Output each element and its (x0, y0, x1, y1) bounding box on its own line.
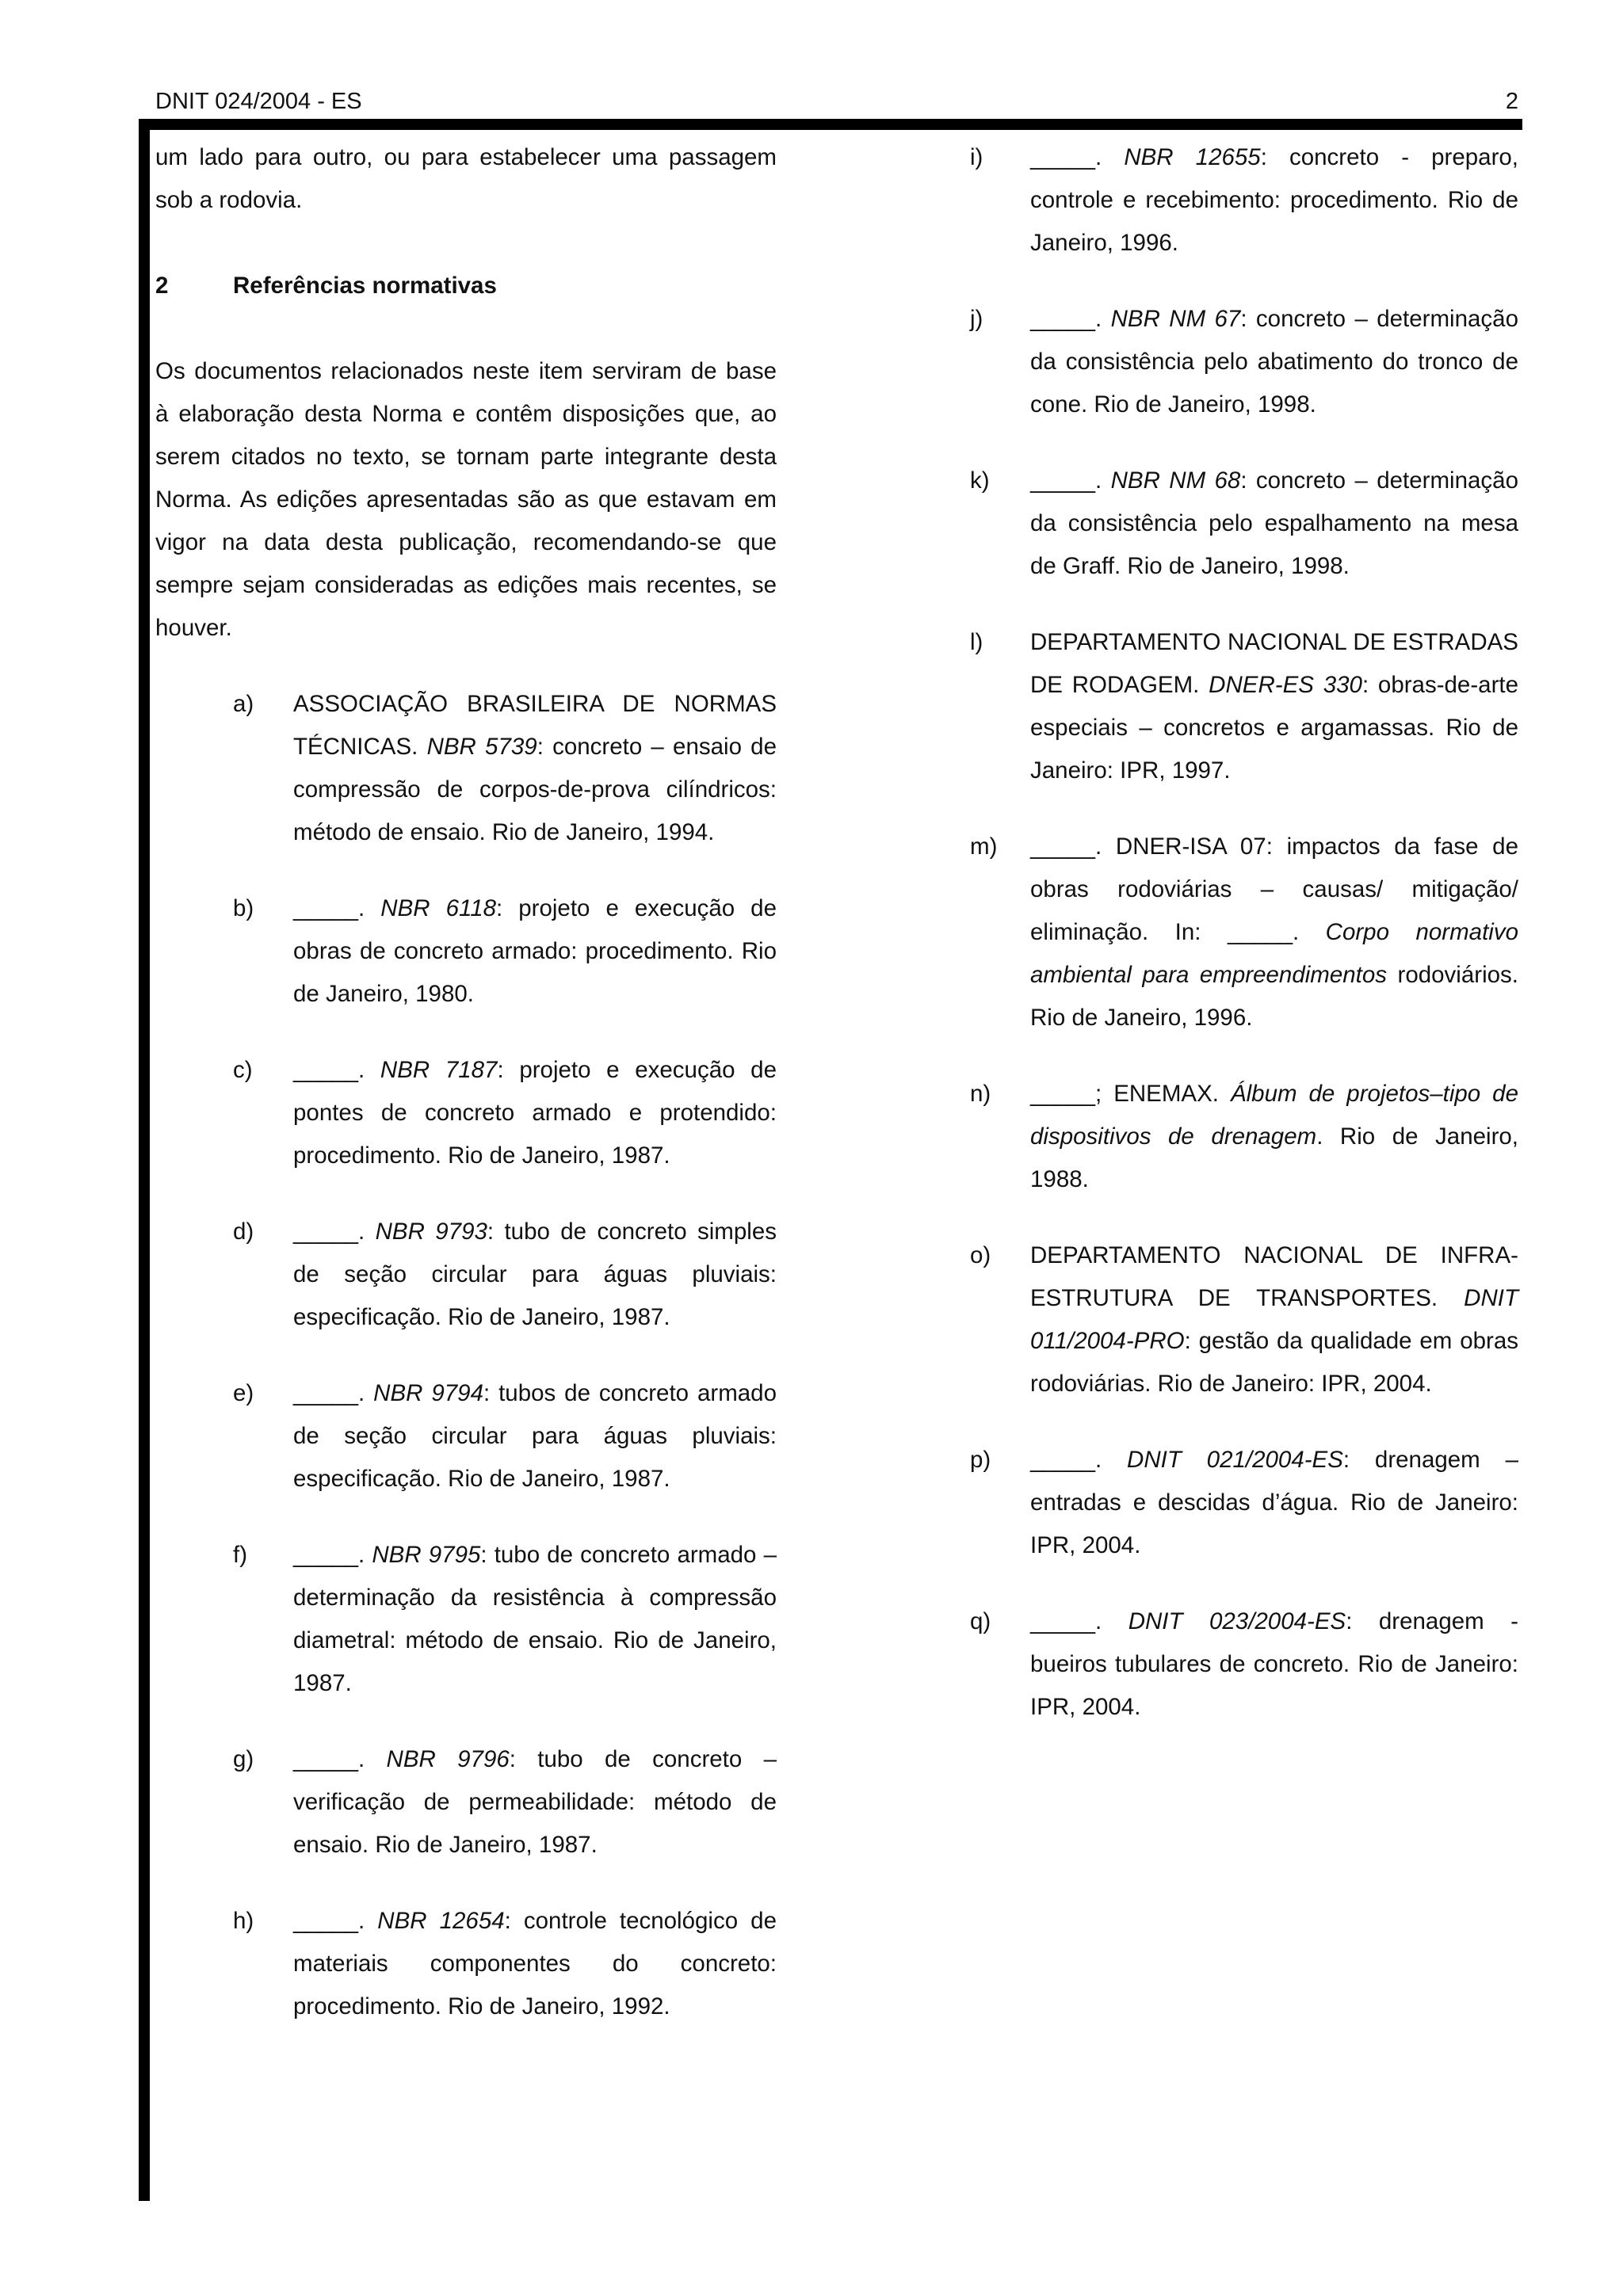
reference-text (1030, 1600, 1518, 1729)
reference-text (1030, 1234, 1518, 1405)
reference-list-left (155, 683, 777, 2028)
reference-details: : concreto – determinação da consistência pelo abatimento do tronco de cone. Rio de Janeiro, 1998. (1030, 306, 1518, 418)
reference-letter: o) (970, 1242, 991, 1268)
reference-details: : projeto e execução de pontes de concreto armado e protendido: procedimento. Rio de Janeiro, 1987. (293, 1057, 777, 1169)
intro-continuation: um lado para outro, ou para estabelecer uma passagem sob a rodovia. (155, 144, 777, 213)
reference-letter: p) (970, 1447, 991, 1473)
reference-letter: l) (970, 629, 983, 655)
reference-letter: d) (233, 1219, 254, 1245)
reference-details: : gestão da qualidade em obras rodoviárias. Rio de Janeiro: IPR, 2004. (1030, 1328, 1518, 1397)
reference-details: : projeto e execução de obras de concreto armado: procedimento. Rio de Janeiro, 1980. (293, 895, 777, 1007)
section-heading (155, 265, 777, 307)
reference-details: : obras-de-arte especiais – concretos e argamassas. Rio de Janeiro: IPR, 1997. (1030, 672, 1518, 784)
reference-title: NBR 9795 (372, 1542, 481, 1568)
reference-title: NBR 12655 (1124, 144, 1261, 170)
reference-text (293, 1211, 777, 1339)
reference-title: Álbum de projetos–tipo de dispositivos de drenagem (1030, 1081, 1518, 1150)
reference-item (970, 460, 1518, 588)
reference-details: : controle tecnológico de materiais componentes do concreto: procedimento. Rio de Janeiro, 1992. (293, 1908, 777, 2019)
reference-title: NBR NM 67 (1110, 306, 1241, 332)
reference-details: : concreto – determinação da consistência pelo espalhamento na mesa de Graff. Rio de Janeiro, 1998. (1030, 467, 1518, 579)
left-margin-bar (139, 119, 150, 2201)
reference-prefix: _____. (1030, 306, 1111, 332)
reference-details: : drenagem – entradas e descidas d’água. Rio de Janeiro: IPR, 2004. (1030, 1447, 1518, 1558)
reference-details: rodoviários. Rio de Janeiro, 1996. (1030, 962, 1518, 1031)
reference-item (155, 1534, 777, 1705)
reference-item (155, 1372, 777, 1501)
reference-item (155, 683, 777, 854)
reference-item (970, 1600, 1518, 1729)
reference-text (1030, 621, 1518, 792)
reference-text (293, 1372, 777, 1501)
reference-title: NBR 12654 (377, 1908, 505, 1934)
reference-item (970, 826, 1518, 1039)
reference-title: NBR NM 68 (1110, 467, 1241, 494)
reference-details: : concreto – ensaio de compressão de corpos-de-prova cilíndricos: método de ensaio. Rio de Janeiro, 1994. (293, 734, 777, 845)
reference-prefix: _____. (293, 895, 381, 921)
reference-prefix: ASSOCIAÇÃO BRASILEIRA DE NORMAS TÉCNICAS. (293, 691, 777, 760)
reference-prefix: _____. (293, 1219, 376, 1245)
reference-details: . Rio de Janeiro, 1988. (1030, 1123, 1519, 1192)
reference-prefix: _____. DNER-ISA 07: impactos da fase de obras rodoviárias – causas/ mitigação/ eliminação. In: _____. (1030, 833, 1518, 945)
reference-prefix: _____. (293, 1380, 374, 1406)
reference-prefix: _____; ENEMAX. (1030, 1081, 1231, 1107)
reference-details: : tubos de concreto armado de seção circular para águas pluviais: especificação. Rio de Janeiro, 1987. (293, 1380, 777, 1492)
reference-prefix: _____. (293, 1542, 372, 1568)
reference-item (155, 1900, 777, 2028)
header-rule (139, 119, 1522, 130)
reference-text (293, 1534, 777, 1705)
reference-text (293, 1738, 777, 1867)
reference-details: : tubo de concreto – verificação de permeabilidade: método de ensaio. Rio de Janeiro, 1987. (293, 1746, 777, 1858)
reference-prefix: _____. (293, 1908, 378, 1934)
document-id: DNIT 024/2004 - ES (155, 89, 362, 114)
reference-title: DNIT 011/2004-PRO (1030, 1285, 1518, 1354)
reference-item (970, 1234, 1518, 1405)
reference-text (1030, 136, 1518, 265)
reference-title: DNIT 023/2004-ES (1128, 1608, 1346, 1634)
reference-prefix: _____. (1030, 1608, 1128, 1634)
reference-item (970, 1439, 1518, 1567)
reference-prefix: _____. (293, 1057, 380, 1083)
reference-item (155, 1738, 777, 1867)
reference-prefix: _____. (293, 1746, 387, 1772)
reference-title: DNER-ES 330 (1209, 672, 1362, 698)
reference-title: NBR 9793 (375, 1219, 487, 1245)
reference-letter: n) (970, 1081, 991, 1107)
reference-text (293, 683, 777, 854)
reference-letter: h) (233, 1908, 254, 1934)
page-header (155, 86, 1518, 117)
reference-letter: f) (233, 1542, 248, 1568)
reference-text (1030, 460, 1518, 588)
reference-letter: a) (233, 691, 254, 717)
section-title: Referências normativas (233, 273, 497, 299)
reference-item (970, 621, 1518, 792)
reference-letter: k) (970, 467, 990, 494)
reference-title: NBR 6118 (380, 895, 497, 921)
reference-prefix: _____. (1030, 1447, 1128, 1473)
reference-title: NBR 5739 (426, 734, 537, 760)
reference-item (970, 298, 1518, 426)
reference-letter: e) (233, 1380, 254, 1406)
page-number: 2 (1505, 89, 1518, 114)
reference-item (970, 136, 1518, 265)
reference-text (293, 887, 777, 1016)
reference-text (1030, 1439, 1518, 1567)
reference-prefix: DEPARTAMENTO NACIONAL DE ESTRADAS DE RODAGEM. (1030, 629, 1518, 698)
reference-letter: g) (233, 1746, 254, 1772)
reference-list-right (970, 136, 1518, 1729)
reference-item (155, 1211, 777, 1339)
reference-prefix: _____. (1030, 144, 1125, 170)
reference-letter: b) (233, 895, 254, 921)
reference-letter: c) (233, 1057, 253, 1083)
reference-text (1030, 298, 1518, 426)
reference-details: : tubo de concreto simples de seção circular para águas pluviais: especificação. Rio de Janeiro, 1987. (293, 1219, 777, 1330)
left-column (155, 136, 777, 2061)
reference-details: : tubo de concreto armado – determinação da resistência à compressão diametral: método de ensaio. Rio de Janeiro, 1987. (293, 1542, 777, 1696)
reference-details: : drenagem - bueiros tubulares de concreto. Rio de Janeiro: IPR, 2004. (1030, 1608, 1518, 1720)
section-number: 2 (155, 273, 169, 299)
reference-text (1030, 1073, 1518, 1201)
reference-item (970, 1073, 1518, 1201)
reference-title: NBR 9794 (373, 1380, 483, 1406)
reference-title: NBR 9796 (386, 1746, 510, 1772)
right-column (970, 136, 1518, 1762)
reference-title: DNIT 021/2004-ES (1127, 1447, 1343, 1473)
reference-text (1030, 826, 1518, 1039)
reference-letter: i) (970, 144, 983, 170)
reference-prefix: DEPARTAMENTO NACIONAL DE INFRA-ESTRUTURA DE TRANSPORTES. (1030, 1242, 1518, 1311)
reference-details: : concreto - preparo, controle e recebimento: procedimento. Rio de Janeiro, 1996. (1030, 144, 1518, 256)
reference-item (155, 1049, 777, 1177)
reference-title: Corpo normativo ambiental para empreendimentos (1030, 919, 1518, 988)
reference-item (155, 887, 777, 1016)
reference-letter: m) (970, 833, 998, 860)
section-paragraph: Os documentos relacionados neste item serviram de base à elaboração desta Norma e contêm disposições que, ao serem citados no texto, se tornam parte integrante desta Norma. As edições apresentadas são as que estavam em vigor na data desta publicação, recomendando-se que sempre sejam consideradas as edições mais recentes, se houver. (155, 358, 777, 641)
reference-text (293, 1900, 777, 2028)
reference-letter: j) (970, 306, 983, 332)
reference-text (293, 1049, 777, 1177)
reference-title: NBR 7187 (380, 1057, 498, 1083)
reference-prefix: _____. (1030, 467, 1111, 494)
reference-letter: q) (970, 1608, 991, 1634)
